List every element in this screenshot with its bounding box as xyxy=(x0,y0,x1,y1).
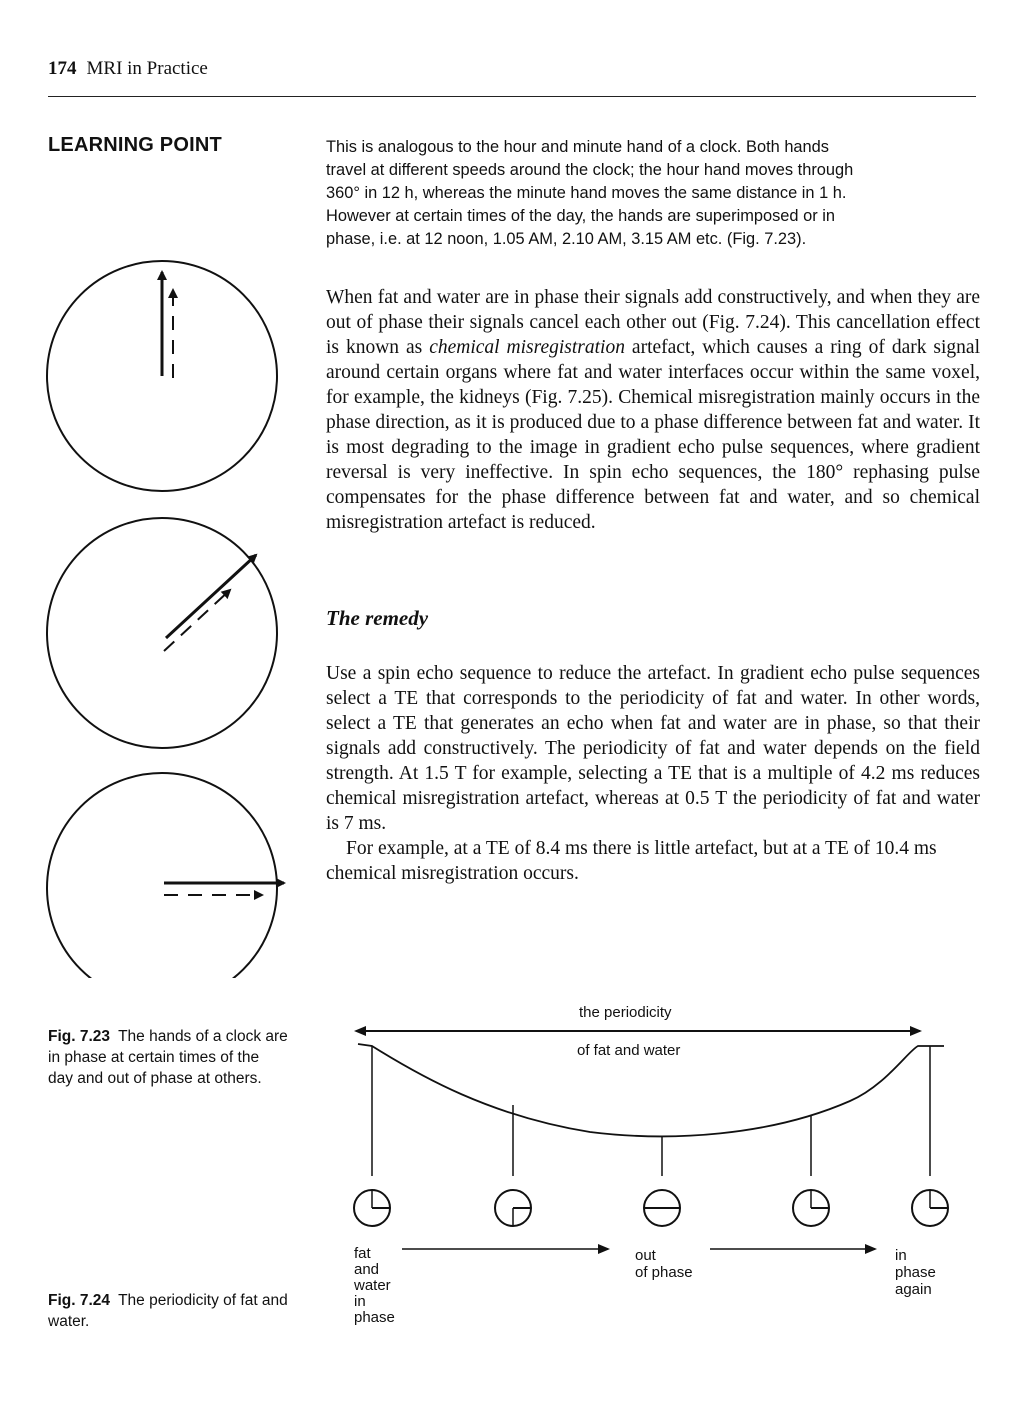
clock-icon xyxy=(354,1190,390,1226)
label-periodicity-2: of fat and water xyxy=(577,1042,681,1059)
clock-face xyxy=(47,518,277,748)
label-out-of-phase xyxy=(635,1247,693,1281)
learning-point-line: This is analogous to the hour and minute hand of a clock. Both hands xyxy=(326,138,829,156)
label-line: water xyxy=(354,1277,391,1294)
fig-23-caption-text: The hands of a clock are in phase at certain times of the day and out of phase at others. xyxy=(48,1028,288,1087)
learning-point-heading: LEARNING POINT xyxy=(48,134,222,156)
fig-24-caption-text: The periodicity of fat and water. xyxy=(48,1292,288,1330)
learning-point-line: phase, i.e. at 12 noon, 1.05 AM, 2.10 AM, 3.15 AM etc. (Fig. 7.23). xyxy=(326,230,807,248)
fig-24-caption xyxy=(48,1290,288,1332)
label-line: of phase xyxy=(635,1264,693,1281)
label-line: and xyxy=(354,1261,380,1278)
learning-point-line: However at certain times of the day, the hands are superimposed or in xyxy=(326,207,835,225)
label-line: out xyxy=(635,1247,656,1264)
clock-3-15 xyxy=(47,773,284,978)
hour-hand xyxy=(164,590,230,651)
body-text: When fat and water are in phase their signals add constructively, and when they are out of phase their signals cancel each other out (Fig. 7.24). This cancellation effect is known as xyxy=(326,287,980,358)
page-number: 174 xyxy=(48,58,77,79)
label-line: fat xyxy=(354,1245,371,1262)
clock-figure xyxy=(40,258,300,978)
minute-hand xyxy=(166,555,256,638)
periodicity-diagram xyxy=(340,996,960,1346)
remedy-paragraph: Use a spin echo sequence to reduce the artefact. In gradient echo pulse sequences select a TE that corresponds to the periodicity of fat and water. In other words, select a TE that generates an echo when fat and water are in phase, so that their signals add constructively. The periodicity of fat and water depends on the field strength. At 1.5 T for example, selecting a TE that is a multiple of 4.2 ms reduces chemical misregistration artefact, whereas at 0.5 T the periodicity of fat and water is 7 ms. xyxy=(326,663,980,834)
clock-icon xyxy=(495,1190,531,1226)
header-rule xyxy=(48,96,976,97)
label-periodicity-1: the periodicity xyxy=(579,1004,672,1021)
learning-point-text xyxy=(326,136,980,251)
remedy-paragraph-2: For example, at a TE of 8.4 ms there is little artefact, but at a TE of 10.4 ms chemical misregistration occurs. xyxy=(326,838,937,884)
running-head xyxy=(48,58,208,80)
clock-face xyxy=(47,773,277,978)
running-title: MRI in Practice xyxy=(86,58,208,79)
clock-icon xyxy=(793,1190,829,1226)
clock-in-phase xyxy=(47,261,277,491)
label-in-phase xyxy=(353,1245,395,1326)
label-line: phase xyxy=(354,1309,395,1326)
fig-23-caption xyxy=(48,1026,288,1089)
label-line: again xyxy=(895,1281,932,1298)
body-paragraph xyxy=(326,285,980,535)
fig-23-number: Fig. 7.23 xyxy=(48,1028,111,1045)
label-line: in xyxy=(354,1293,366,1310)
clock-1-05 xyxy=(47,518,277,748)
label-in-phase-again xyxy=(895,1247,940,1298)
clock-icon xyxy=(644,1190,680,1226)
fig-24-number: Fig. 7.24 xyxy=(48,1292,111,1309)
label-line: phase xyxy=(895,1264,936,1281)
body-text: artefact, which causes a ring of dark signal around certain organs where fat and water interfaces occur within the same voxel, for example, the kidneys (Fig. 7.25). Chemical misregistration mainly occurs in the phase direction, as it is produced due to a phase difference between fat and water. It is most degrading to the image in gradient echo pulse sequences, where gradient reversal is very ineffective. In spin echo sequences, the 180° rephasing pulse compensates for the phase difference between fat and water, and so chemical misregistration artefact is reduced. xyxy=(326,337,980,533)
section-heading: The remedy xyxy=(326,606,429,630)
emphasis-term: chemical misregistration xyxy=(429,337,625,358)
clock-icon xyxy=(912,1190,948,1226)
label-line: in xyxy=(895,1247,907,1264)
learning-point-line: 360° in 12 h, whereas the minute hand moves the same distance in 1 h. xyxy=(326,184,847,202)
learning-point-line: travel at different speeds around the clock; the hour hand moves through xyxy=(326,161,854,179)
